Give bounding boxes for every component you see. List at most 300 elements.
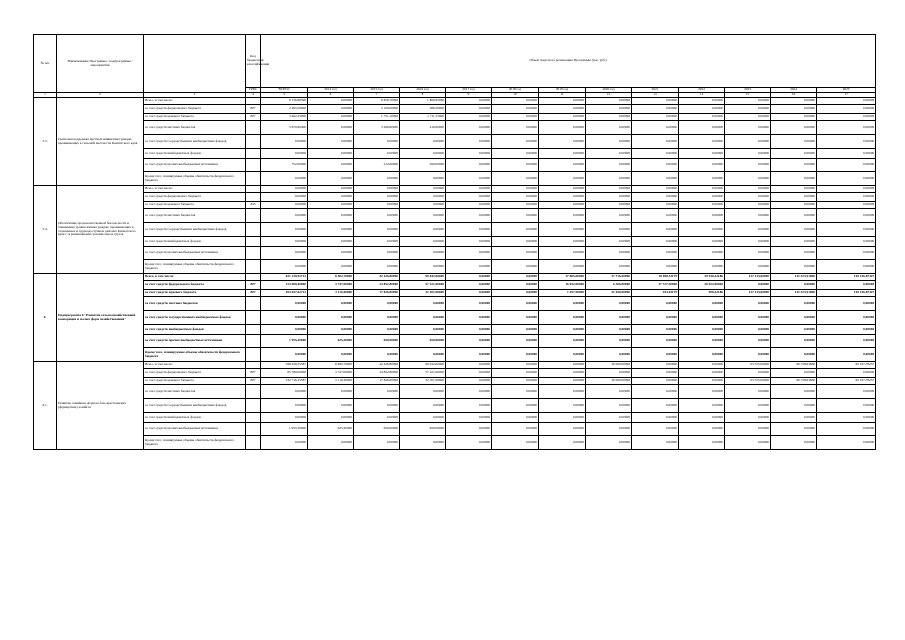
- column-number: 17: [817, 93, 876, 98]
- grbs-code: [246, 362, 261, 369]
- funding-source-label: за счет средств внебюджетных фондов: [144, 149, 246, 159]
- amount-cell: 0,00000: [725, 385, 771, 399]
- funding-source-label: Всего, в том числе:: [144, 98, 246, 105]
- amount-cell: 598 458,35587: [261, 362, 308, 369]
- amount-cell: 0,00000: [261, 436, 308, 450]
- amount-cell: 0,00000: [354, 260, 400, 274]
- amount-cell: 0,00000: [539, 260, 586, 274]
- amount-cell: 0,00000: [771, 114, 817, 121]
- amount-cell: 0,00000: [679, 98, 725, 105]
- amount-cell: 0,00000: [354, 247, 400, 260]
- table-row: [34, 436, 876, 450]
- amount-cell: 650,00000: [400, 423, 446, 436]
- amount-cell: 0,00000: [725, 209, 771, 223]
- grbs-code: [246, 311, 261, 325]
- amount-cell: 0,00000: [446, 247, 492, 260]
- amount-cell: 0,00000: [679, 209, 725, 223]
- table-row: [34, 202, 876, 209]
- amount-cell: 0,00000: [539, 105, 586, 114]
- amount-cell: 650,00000: [354, 335, 400, 348]
- table-row: [34, 290, 876, 297]
- amount-cell: 30 000,00000: [586, 362, 632, 369]
- amount-cell: 0,00000: [400, 202, 446, 209]
- amount-cell: 650,00000: [400, 335, 446, 348]
- amount-cell: 0,00000: [679, 399, 725, 413]
- amount-cell: 0,00000: [308, 193, 354, 202]
- amount-cell: 0,00000: [354, 325, 400, 335]
- amount-cell: 0,00000: [354, 149, 400, 159]
- header-year: 2024: [771, 88, 817, 93]
- funding-source-label: Кроме того, планируемые объемы обязательств федерального бюджета: [144, 260, 246, 274]
- funding-source-label: Кроме того, планируемые объемы обязательств федерального бюджета: [144, 348, 246, 362]
- amount-cell: 0,00000: [586, 223, 632, 237]
- amount-cell: 0,00000: [817, 423, 876, 436]
- amount-cell: 0,00000: [632, 114, 679, 121]
- amount-cell: 0,00000: [817, 247, 876, 260]
- amount-cell: 0,00000: [400, 172, 446, 186]
- amount-cell: 0,00000: [446, 348, 492, 362]
- amount-cell: 0,00000: [771, 135, 817, 149]
- amount-cell: 0,00000: [261, 202, 308, 209]
- grbs-code: [246, 413, 261, 423]
- column-number: 1: [34, 93, 57, 98]
- amount-cell: 0,00000: [586, 436, 632, 450]
- amount-cell: 998,32186: [679, 290, 725, 297]
- amount-cell: 0,00000: [771, 311, 817, 325]
- grbs-code: [246, 260, 261, 274]
- amount-cell: 0,00000: [725, 325, 771, 335]
- amount-cell: 0,00000: [492, 135, 539, 149]
- amount-cell: 0,00000: [771, 172, 817, 186]
- amount-cell: 0,00000: [679, 436, 725, 450]
- amount-cell: 0,00000: [725, 135, 771, 149]
- amount-cell: 0,00000: [771, 436, 817, 450]
- amount-cell: 0,00000: [308, 149, 354, 159]
- amount-cell: 0,00000: [354, 172, 400, 186]
- amount-cell: 0,00000: [539, 335, 586, 348]
- amount-cell: 0,00000: [400, 399, 446, 413]
- amount-cell: 32 101,00000: [400, 378, 446, 385]
- measure-number: 6.1.: [34, 362, 57, 450]
- amount-cell: 0,00000: [492, 335, 539, 348]
- amount-cell: 0,00000: [492, 281, 539, 290]
- amount-cell: 0,00000: [400, 135, 446, 149]
- grbs-code: [246, 135, 261, 149]
- amount-cell: 0,00000: [679, 193, 725, 202]
- amount-cell: 0,00000: [354, 311, 400, 325]
- amount-cell: 18 898,51179: [632, 274, 679, 281]
- table-row: [34, 385, 876, 399]
- amount-cell: 0,00000: [400, 385, 446, 399]
- amount-cell: 90 197,78237: [817, 362, 876, 369]
- amount-cell: 65 780,00000: [261, 369, 308, 378]
- funding-source-label: за счет средств местных бюджетов: [144, 209, 246, 223]
- amount-cell: 0,00000: [679, 135, 725, 149]
- amount-cell: 0,00000: [771, 260, 817, 274]
- amount-cell: 37 865,00000: [539, 274, 586, 281]
- amount-cell: 625,30000: [308, 423, 354, 436]
- amount-cell: 0,00000: [725, 114, 771, 121]
- amount-cell: 0,00000: [261, 247, 308, 260]
- amount-cell: 0,00000: [771, 193, 817, 202]
- amount-cell: 8 482,70000: [308, 362, 354, 369]
- measure-name: Подпрограмма 6 "Развитие сельскохозяйственной кооперации и малых форм хозяйствования": [57, 274, 144, 362]
- amount-cell: 0,00000: [400, 237, 446, 247]
- amount-cell: 0,00000: [492, 311, 539, 325]
- measure-number: 5.4.: [34, 186, 57, 274]
- amount-cell: 0,00000: [446, 172, 492, 186]
- amount-cell: 0,00000: [771, 385, 817, 399]
- amount-cell: 0,00000: [446, 105, 492, 114]
- funding-source-label: Кроме того, планируемые объемы обязательств федерального бюджета: [144, 172, 246, 186]
- header-volume: Объем средств на реализацию Программы (тыс. руб.): [261, 35, 876, 88]
- amount-cell: 17 826,00000: [354, 378, 400, 385]
- amount-cell: 0,00000: [679, 378, 725, 385]
- table-row: [34, 159, 876, 172]
- amount-cell: 0,00000: [817, 311, 876, 325]
- column-number: 14: [679, 93, 725, 98]
- amount-cell: 0,00000: [446, 260, 492, 274]
- funding-source-label: за счет средств краевого бюджета: [144, 378, 246, 385]
- amount-cell: 0,00000: [632, 369, 679, 378]
- amount-cell: 17 826,00000: [354, 290, 400, 297]
- table-row: [34, 135, 876, 149]
- funding-source-label: Кроме того, планируемые объемы обязательств федерального бюджета: [144, 436, 246, 450]
- amount-cell: 0,00000: [446, 290, 492, 297]
- amount-cell: 0,00000: [308, 98, 354, 105]
- table-row: [34, 223, 876, 237]
- table-row: [34, 114, 876, 121]
- measure-name: Обеспечение продовольственной безопасности и повышение уровня жизни граждан, проживающих в отдаленных и труднодоступных районах Камчатского края с ограниченными сроками завоза грузов: [57, 186, 144, 274]
- amount-cell: 0,00000: [679, 121, 725, 135]
- funding-source-label: за счет средств краевого бюджета: [144, 114, 246, 121]
- amount-cell: 0,00000: [492, 436, 539, 450]
- grbs-code: 807: [246, 105, 261, 114]
- funding-source-label: за счет средств внебюджетных фондов: [144, 325, 246, 335]
- amount-cell: 0,00000: [308, 413, 354, 423]
- column-number: 3: [144, 93, 246, 98]
- amount-cell: 0,00000: [679, 202, 725, 209]
- header-year: 2017 год: [446, 88, 492, 93]
- amount-cell: 0,00000: [725, 186, 771, 193]
- table-row: [34, 121, 876, 135]
- amount-cell: 0,00000: [817, 172, 876, 186]
- grbs-code: [246, 209, 261, 223]
- amount-cell: 0,00000: [817, 325, 876, 335]
- amount-cell: 0,00000: [632, 413, 679, 423]
- amount-cell: 149 416,87347: [817, 290, 876, 297]
- amount-cell: 29 930,42186: [679, 274, 725, 281]
- amount-cell: 0,00000: [261, 237, 308, 247]
- amount-cell: 0,00000: [586, 311, 632, 325]
- amount-cell: 0,00000: [586, 335, 632, 348]
- column-number: 11: [539, 93, 586, 98]
- amount-cell: 0,00000: [771, 121, 817, 135]
- funding-source-label: за счет средств прочих внебюджетных источников: [144, 335, 246, 348]
- funding-source-label: за счет средств федерального бюджета: [144, 281, 246, 290]
- amount-cell: 0,00000: [771, 98, 817, 105]
- funding-source-label: за счет средств внебюджетных фондов: [144, 413, 246, 423]
- amount-cell: 0,00000: [817, 385, 876, 399]
- amount-cell: 0,00000: [308, 247, 354, 260]
- amount-cell: 0,00000: [632, 436, 679, 450]
- grbs-code: [246, 186, 261, 193]
- amount-cell: 0,00000: [586, 260, 632, 274]
- table-row: [34, 98, 876, 105]
- amount-cell: 0,00000: [725, 281, 771, 290]
- amount-cell: 2 109,00000: [354, 105, 400, 114]
- table-row: [34, 209, 876, 223]
- table-row: [34, 423, 876, 436]
- amount-cell: 0,00000: [817, 149, 876, 159]
- amount-cell: 625,30000: [308, 335, 354, 348]
- amount-cell: 0,00000: [308, 105, 354, 114]
- amount-cell: 0,00000: [632, 121, 679, 135]
- amount-cell: 0,00000: [446, 98, 492, 105]
- amount-cell: 0,00000: [446, 186, 492, 193]
- amount-cell: 6 306,00000: [586, 281, 632, 290]
- amount-cell: 0,00000: [308, 297, 354, 311]
- amount-cell: 0,00000: [632, 209, 679, 223]
- amount-cell: 0,00000: [446, 385, 492, 399]
- funding-source-label: за счет средств краевого бюджета: [144, 202, 246, 209]
- amount-cell: 0,00000: [771, 202, 817, 209]
- amount-cell: 410,00000: [400, 121, 446, 135]
- amount-cell: 0,00000: [725, 193, 771, 202]
- amount-cell: 0,00000: [817, 335, 876, 348]
- amount-cell: 0,00000: [261, 385, 308, 399]
- amount-cell: 0,00000: [539, 413, 586, 423]
- grbs-code: [246, 159, 261, 172]
- amount-cell: 0,00000: [586, 105, 632, 114]
- amount-cell: 0,00000: [817, 186, 876, 193]
- amount-cell: 0,00000: [771, 413, 817, 423]
- amount-cell: 0,00000: [539, 348, 586, 362]
- column-number: 5: [261, 93, 308, 98]
- amount-cell: 0,00000: [539, 362, 586, 369]
- table-row: [34, 335, 876, 348]
- amount-cell: 42 426,80000: [354, 274, 400, 281]
- amount-cell: 0,00000: [261, 297, 308, 311]
- funding-source-label: за счет средств прочих внебюджетных источников: [144, 247, 246, 260]
- amount-cell: 0,00000: [308, 348, 354, 362]
- amount-cell: 0,00000: [586, 399, 632, 413]
- amount-cell: 0,00000: [354, 385, 400, 399]
- amount-cell: 0,00000: [679, 247, 725, 260]
- amount-cell: 0,00000: [632, 348, 679, 362]
- amount-cell: 0,00000: [725, 423, 771, 436]
- header-year: 2019 год: [539, 88, 586, 93]
- amount-cell: 0,00000: [539, 378, 586, 385]
- amount-cell: 0,00000: [308, 135, 354, 149]
- amount-cell: 0,00000: [354, 348, 400, 362]
- amount-cell: 0,00000: [446, 223, 492, 237]
- header-year: 2023: [725, 88, 771, 93]
- amount-cell: 0,00000: [261, 311, 308, 325]
- column-number: 9: [446, 93, 492, 98]
- amount-cell: 0,00000: [308, 114, 354, 121]
- amount-cell: 32 101,00000: [400, 290, 446, 297]
- amount-cell: 0,00000: [539, 325, 586, 335]
- amount-cell: 0,00000: [446, 135, 492, 149]
- grbs-code: [246, 223, 261, 237]
- table-row: [34, 399, 876, 413]
- amount-cell: 0,00000: [632, 149, 679, 159]
- funding-source-label: за счет средств краевого бюджета: [144, 290, 246, 297]
- amount-cell: 124 908,40000: [261, 281, 308, 290]
- amount-cell: 0,00000: [817, 121, 876, 135]
- header-code-group: Код бюджетной классификации: [246, 35, 261, 88]
- amount-cell: 532 716,35587: [261, 378, 308, 385]
- amount-cell: 0,00000: [679, 362, 725, 369]
- amount-cell: 0,00000: [586, 297, 632, 311]
- amount-cell: 0,00000: [632, 223, 679, 237]
- amount-cell: 0,00000: [679, 385, 725, 399]
- amount-cell: 31 650,00000: [586, 290, 632, 297]
- amount-cell: 0,00000: [817, 202, 876, 209]
- measure-name: Грантовая поддержка местных инициатив граждан, проживающих в сельской местности Камчатского края: [57, 98, 144, 186]
- amount-cell: 0,00000: [725, 121, 771, 135]
- amount-cell: 0,00000: [539, 159, 586, 172]
- amount-cell: 9 136,66590: [261, 98, 308, 105]
- funding-source-label: за счет средств местных бюджетов: [144, 297, 246, 311]
- column-number: 6: [308, 93, 354, 98]
- header-year: 2022: [679, 88, 725, 93]
- table-row: [34, 325, 876, 335]
- amount-cell: 142 523,91800: [771, 274, 817, 281]
- amount-cell: 0,00000: [308, 223, 354, 237]
- amount-cell: 0,00000: [539, 399, 586, 413]
- amount-cell: 0,00000: [632, 247, 679, 260]
- amount-cell: 17 727,50000: [632, 281, 679, 290]
- column-number: 4: [246, 93, 261, 98]
- amount-cell: 0,00000: [679, 311, 725, 325]
- amount-cell: 0,00000: [632, 98, 679, 105]
- amount-cell: 0,00000: [261, 325, 308, 335]
- grbs-code: [246, 423, 261, 436]
- amount-cell: 0,00000: [586, 385, 632, 399]
- amount-cell: 0,00000: [725, 172, 771, 186]
- amount-cell: 0,00000: [261, 149, 308, 159]
- grbs-code: [246, 399, 261, 413]
- measure-number: 5.3.: [34, 98, 57, 186]
- amount-cell: 0,00000: [446, 399, 492, 413]
- amount-cell: 0,00000: [354, 237, 400, 247]
- amount-cell: 0,00000: [539, 223, 586, 237]
- amount-cell: 0,00000: [492, 159, 539, 172]
- header-year: 2020 год: [586, 88, 632, 93]
- amount-cell: 0,00000: [400, 297, 446, 311]
- amount-cell: 0,00000: [400, 247, 446, 260]
- amount-cell: 0,00000: [539, 209, 586, 223]
- amount-cell: 0,00000: [771, 348, 817, 362]
- amount-cell: 0,00000: [817, 193, 876, 202]
- amount-cell: 0,00000: [446, 281, 492, 290]
- amount-cell: 0,00000: [632, 378, 679, 385]
- amount-cell: 0,00000: [492, 348, 539, 362]
- grbs-code: [246, 247, 261, 260]
- amount-cell: 0,00000: [586, 114, 632, 121]
- amount-cell: 0,00000: [725, 369, 771, 378]
- amount-cell: 0,00000: [725, 311, 771, 325]
- amount-cell: 0,00000: [492, 260, 539, 274]
- amount-cell: 752,00000: [261, 159, 308, 172]
- amount-cell: 0,00000: [817, 413, 876, 423]
- column-number: 8: [400, 93, 446, 98]
- amount-cell: 0,00000: [771, 247, 817, 260]
- amount-cell: 0,00000: [400, 325, 446, 335]
- amount-cell: 0,00000: [771, 369, 817, 378]
- amount-cell: 0,00000: [492, 237, 539, 247]
- amount-cell: 0,00000: [261, 186, 308, 193]
- table-row: [34, 413, 876, 423]
- amount-cell: 1 866,65060: [400, 98, 446, 105]
- amount-cell: 0,00000: [492, 223, 539, 237]
- amount-cell: 0,00000: [817, 223, 876, 237]
- amount-cell: 0,00000: [492, 149, 539, 159]
- funding-source-label: за счет средств государственных внебюджетных фондов: [144, 223, 246, 237]
- amount-cell: 0,00000: [446, 362, 492, 369]
- amount-cell: 0,00000: [308, 209, 354, 223]
- header-year: 2014 год: [308, 88, 354, 93]
- amount-cell: 0,00000: [354, 436, 400, 450]
- table-row: [34, 186, 876, 193]
- header-year: 2015 год: [354, 88, 400, 93]
- column-number: 15: [725, 93, 771, 98]
- amount-cell: 0,00000: [539, 98, 586, 105]
- amount-cell: 0,00000: [400, 311, 446, 325]
- amount-cell: 0,00000: [679, 114, 725, 121]
- amount-cell: 0,00000: [632, 335, 679, 348]
- amount-cell: 20 922,00000: [679, 281, 725, 290]
- amount-cell: 30 000,00000: [586, 378, 632, 385]
- amount-cell: 0,00000: [632, 399, 679, 413]
- amount-cell: 0,00000: [771, 186, 817, 193]
- grbs-code: [246, 237, 261, 247]
- amount-cell: 63 555,00000: [725, 362, 771, 369]
- amount-cell: 0,00000: [725, 436, 771, 450]
- amount-cell: 0,00000: [679, 423, 725, 436]
- amount-cell: 2 110,40000: [308, 378, 354, 385]
- amount-cell: 0,00000: [771, 209, 817, 223]
- amount-cell: 0,00000: [725, 223, 771, 237]
- amount-cell: 0,00000: [679, 369, 725, 378]
- amount-cell: 0,00000: [492, 413, 539, 423]
- amount-cell: 0,00000: [492, 209, 539, 223]
- amount-cell: 0,00000: [539, 193, 586, 202]
- amount-cell: 3 747,00000: [308, 369, 354, 378]
- grbs-code: 807: [246, 281, 261, 290]
- amount-cell: 0,00000: [771, 335, 817, 348]
- amount-cell: 90 197,78237: [817, 378, 876, 385]
- amount-cell: 0,00000: [679, 159, 725, 172]
- amount-cell: 0,00000: [492, 247, 539, 260]
- amount-cell: 0,00000: [539, 114, 586, 121]
- amount-cell: 0,00000: [586, 247, 632, 260]
- amount-cell: 0,00000: [817, 369, 876, 378]
- amount-cell: 90 042,00000: [400, 362, 446, 369]
- amount-cell: 0,00000: [400, 186, 446, 193]
- amount-cell: 0,00000: [771, 223, 817, 237]
- amount-cell: 0,00000: [261, 399, 308, 413]
- amount-cell: 0,00000: [446, 297, 492, 311]
- header-year: 2021: [632, 88, 679, 93]
- grbs-code: 807: [246, 369, 261, 378]
- amount-cell: 621 218,92712: [261, 274, 308, 281]
- amount-cell: 0,00000: [308, 202, 354, 209]
- amount-cell: 1 457,50000: [539, 290, 586, 297]
- amount-cell: 0,00000: [632, 362, 679, 369]
